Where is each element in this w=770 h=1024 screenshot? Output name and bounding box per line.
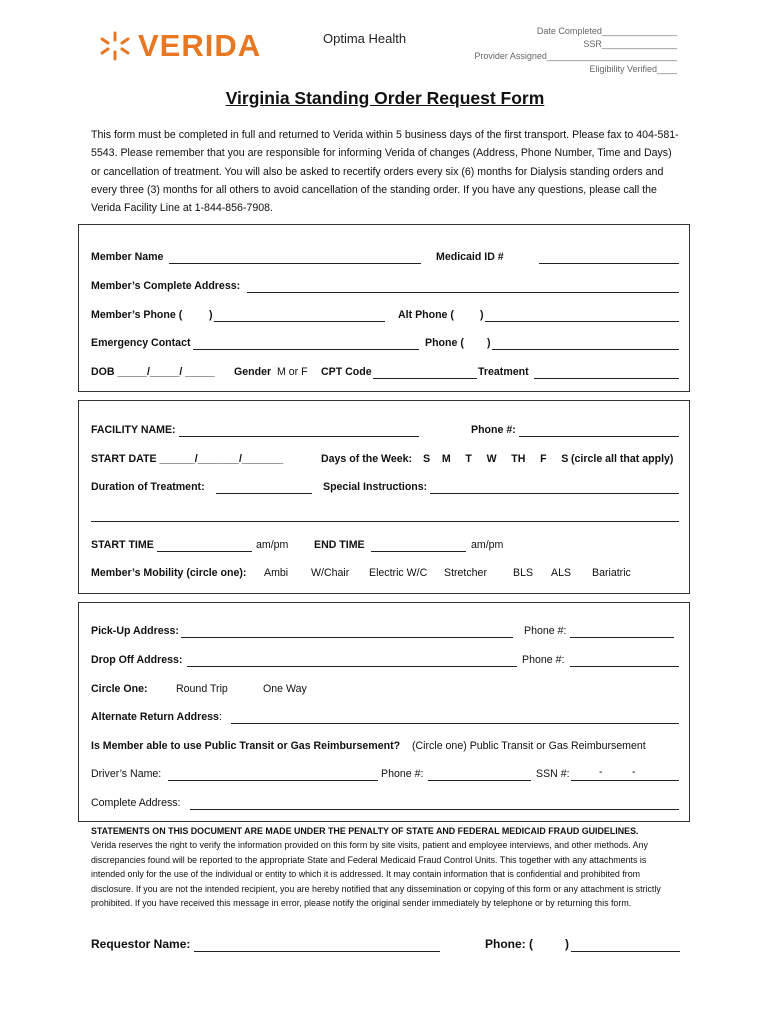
complete-address-label: Complete Address: <box>91 797 181 809</box>
special-instructions-line-2[interactable] <box>91 521 679 522</box>
days-note: (circle all that apply) <box>571 453 674 465</box>
requestor-phone-label: Phone: ( <box>485 937 533 951</box>
end-time-ampm[interactable]: am/pm <box>471 539 504 551</box>
pickup-phone-label: Phone #: <box>524 625 567 637</box>
transit-options[interactable]: (Circle one) Public Transit or Gas Reimbursement <box>412 740 646 752</box>
member-name-input[interactable] <box>169 263 421 264</box>
mobility-option-electric-wc[interactable]: Electric W/C <box>369 567 428 579</box>
gender-options[interactable]: M or F <box>277 366 308 378</box>
days-of-week-options[interactable]: S M T W TH F S <box>423 453 569 465</box>
facility-info-section <box>78 400 690 594</box>
driver-phone-input[interactable] <box>428 780 531 781</box>
mobility-option-bls[interactable]: BLS <box>513 567 534 579</box>
member-phone-input[interactable] <box>214 321 385 322</box>
legal-body: Verida reserves the right to verify the information provided on this form by site visits, patient and employee interviews, and other methods. Any discrepancies found will be reported to the appropriate State and Federal Medicaid Fraud Control Units. This together with any attachments is intended only for the use of the individual or entity to which it is addressed. It may contain information that is confidential and prohibited from disclosure. If you are not the intended recipient, you are hereby notified that any dissemination or copying of this form or any attachment is strictly prohibited. If you have received this message in error, please notify the original sender immediately by telephone or by returning this form. <box>91 840 661 909</box>
complete-address-input[interactable] <box>190 809 679 810</box>
ssr-field: SSR_______________ <box>583 38 677 49</box>
emergency-phone-label: Phone ( <box>425 337 464 349</box>
member-info-section <box>78 224 690 392</box>
driver-name-label: Driver’s Name: <box>91 768 162 780</box>
mobility-option-bariatric[interactable]: Bariatric <box>592 567 631 579</box>
date-completed-field: Date Completed_______________ <box>536 26 677 36</box>
ssn-input[interactable] <box>571 780 679 781</box>
pickup-address-input[interactable] <box>181 637 513 638</box>
eligibility-verified-field: Eligibility Verified____ <box>589 63 677 74</box>
dropoff-address-label: Drop Off Address: <box>91 654 183 666</box>
provider-assigned-field: Provider Assigned__________________________ <box>474 51 677 61</box>
end-time-label: END TIME <box>314 539 365 551</box>
special-instructions-input[interactable] <box>430 493 679 494</box>
verida-logo <box>98 30 261 61</box>
member-phone-label: Member’s Phone ( <box>91 309 183 321</box>
trip-info-section <box>78 602 690 822</box>
requestor-name-input[interactable] <box>194 951 440 952</box>
facility-phone-label: Phone #: <box>471 424 516 436</box>
driver-name-input[interactable] <box>168 780 378 781</box>
mobility-option-ambi[interactable]: Ambi <box>264 567 289 579</box>
organization-name: Optima Health <box>323 31 407 46</box>
treatment-label: Treatment <box>478 366 529 378</box>
transit-question: Is Member able to use Public Transit or Gas Reimbursement? <box>91 740 401 752</box>
dropoff-address-input[interactable] <box>187 666 517 667</box>
dropoff-phone-input[interactable] <box>570 666 679 667</box>
alt-phone-paren: ) <box>480 309 484 321</box>
cpt-code-label: CPT Code <box>321 366 372 378</box>
requestor-name-label: Requestor Name: <box>91 937 191 951</box>
dob-field[interactable]: DOB _____/_____/ _____ <box>91 366 215 378</box>
one-way-option[interactable]: One Way <box>263 683 307 695</box>
emergency-contact-input[interactable] <box>193 349 419 350</box>
verida-sunburst-icon <box>98 31 132 61</box>
cpt-code-input[interactable] <box>373 378 477 379</box>
end-time-input[interactable] <box>371 551 466 552</box>
duration-input[interactable] <box>216 493 312 494</box>
treatment-input[interactable] <box>534 378 679 379</box>
medicaid-id-input[interactable] <box>539 263 679 264</box>
round-trip-option[interactable]: Round Trip <box>176 683 228 695</box>
duration-label: Duration of Treatment: <box>91 481 205 493</box>
logo-wordmark: VERIDA <box>138 28 262 63</box>
alternate-return-label: Alternate Return Address: <box>91 711 222 723</box>
member-address-label: Member’s Complete Address: <box>91 280 241 292</box>
start-date-field[interactable]: START DATE ______/_______/_______ <box>91 453 284 465</box>
facility-name-input[interactable] <box>179 436 419 437</box>
mobility-option-wchair[interactable]: W/Chair <box>311 567 350 579</box>
alt-phone-input[interactable] <box>485 321 679 322</box>
circle-one-label: Circle One: <box>91 683 148 695</box>
medicaid-id-label: Medicaid ID # <box>436 251 504 263</box>
alternate-return-input[interactable] <box>231 723 679 724</box>
emergency-phone-input[interactable] <box>492 349 679 350</box>
start-time-ampm[interactable]: am/pm <box>256 539 289 551</box>
member-name-label: Member Name <box>91 251 164 263</box>
ssn-dashes: - - <box>599 766 636 778</box>
driver-phone-label: Phone #: <box>381 768 424 780</box>
emergency-contact-label: Emergency Contact <box>91 337 191 349</box>
days-of-week-label: Days of the Week: <box>321 453 413 465</box>
mobility-label: Member’s Mobility (circle one): <box>91 567 247 579</box>
gender-label: Gender <box>234 366 272 378</box>
start-time-label: START TIME <box>91 539 154 551</box>
dropoff-phone-label: Phone #: <box>522 654 565 666</box>
special-instructions-label: Special Instructions: <box>323 481 428 493</box>
start-time-input[interactable] <box>157 551 252 552</box>
facility-phone-input[interactable] <box>519 436 679 437</box>
mobility-option-als[interactable]: ALS <box>551 567 572 579</box>
ssn-label: SSN #: <box>536 768 570 780</box>
mobility-option-stretcher[interactable]: Stretcher <box>444 567 487 579</box>
facility-name-label: FACILITY NAME: <box>91 424 176 436</box>
requestor-phone-input[interactable] <box>571 951 680 952</box>
form-instructions: This form must be completed in full and returned to Verida within 5 business days of the first transport. Please fax to 404-581-5543. Please remember that you are responsible for informing Verida of changes (Address, Phone Number, Time and Days) or cancellation of treatment. You will also be asked to recertify orders every six (6) months for Dialysis standing orders and every three (3) months for all others to avoid cancellation of the standing order. If you have any questions, please call the Verida Facility Line at 1-844-856-7908. <box>91 129 679 215</box>
form-title: Virginia Standing Order Request Form <box>225 88 545 108</box>
alt-phone-label: Alt Phone ( <box>398 309 454 321</box>
legal-statement <box>91 824 681 910</box>
legal-heading: STATEMENTS ON THIS DOCUMENT ARE MADE UNDER THE PENALTY OF STATE AND FEDERAL MEDICAID FRAUD GUIDELINES. <box>91 826 639 836</box>
member-phone-paren: ) <box>209 309 213 321</box>
emergency-phone-paren: ) <box>487 337 491 349</box>
pickup-address-label: Pick-Up Address: <box>91 625 179 637</box>
pickup-phone-input[interactable] <box>570 637 674 638</box>
requestor-phone-paren: ) <box>565 937 569 951</box>
office-use-fields <box>474 25 677 75</box>
member-address-input[interactable] <box>247 292 679 293</box>
